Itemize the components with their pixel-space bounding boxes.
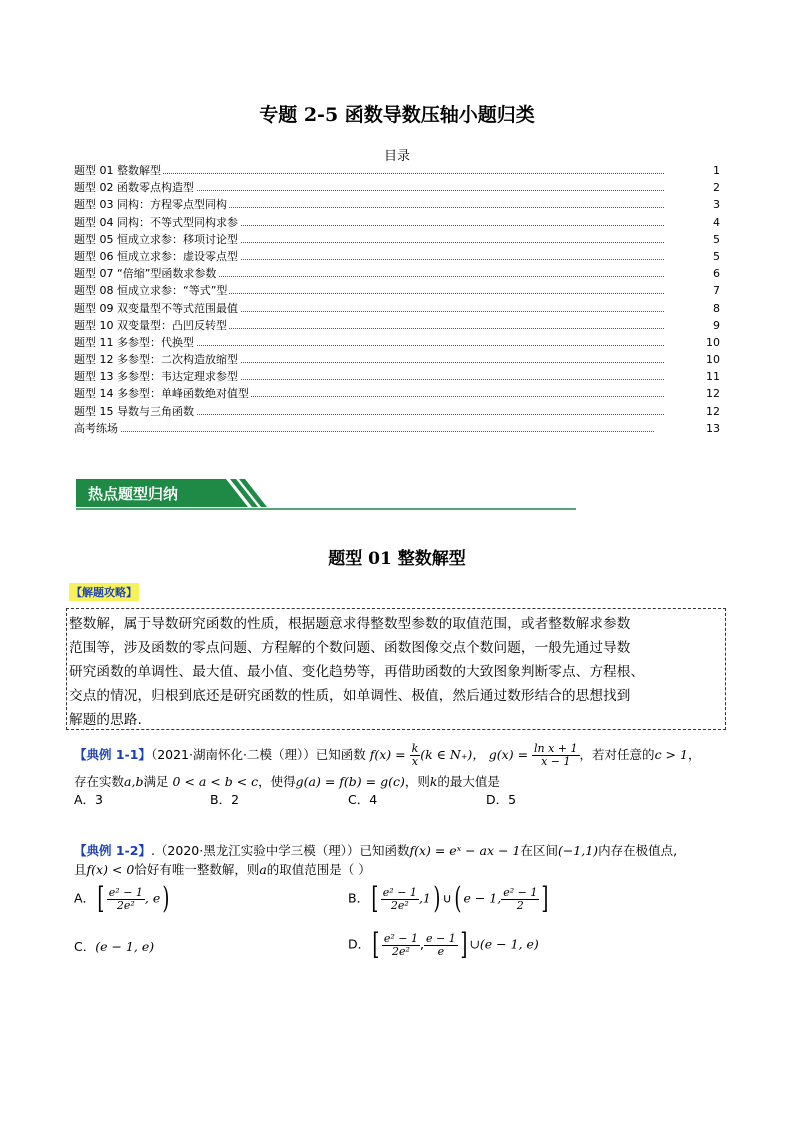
toc-item[interactable] [74, 231, 720, 248]
toc-item[interactable] [74, 214, 720, 231]
bracket: ] [460, 927, 468, 962]
toc-item[interactable] [74, 368, 720, 385]
fraction [532, 743, 580, 768]
table-of-contents [74, 162, 720, 437]
bracket: ) [433, 881, 441, 916]
strategy-tag: 【解题攻略】 [69, 583, 139, 601]
denominator: x − 1 [541, 755, 571, 768]
option-label: B． [348, 890, 370, 906]
toc-item-page: 10 [706, 353, 720, 367]
math-cond: (k ∈ N₊) [420, 747, 473, 762]
toc-item-page: 6 [713, 267, 720, 281]
denominator: 2 [516, 898, 524, 912]
math-c: c > 1 [654, 747, 688, 762]
fraction [424, 933, 458, 958]
toc-item-label: 题型 15 导数与三角函数 [74, 403, 196, 420]
strategy-line: 范围等，涉及函数的零点问题、方程解的个数问题、函数图像交点个数问题，一般先通过导数 [69, 640, 631, 656]
toc-leader-dots [74, 431, 654, 432]
math: f(x) < 0 [86, 862, 135, 877]
text: 存在实数 [74, 774, 125, 789]
text: ，则 [404, 774, 430, 789]
math: f(x) = eˣ − ax − 1 [409, 843, 521, 858]
strategy-line: 交点的情况，归根到底还是研究函数的性质，如单调性、极值，然后通过数形结合的思想找到 [69, 688, 631, 704]
page-title: 专题 2-5 函数导数压轴小题归类 [259, 104, 535, 126]
toc-item-label: 题型 11 多参型：代换型 [74, 334, 196, 351]
toc-item-label: 题型 03 同构：方程零点型同构 [74, 196, 229, 213]
toc-item-label: 题型 07 “倍缩”型函数求参数 [74, 265, 218, 282]
math: (−1,1) [557, 843, 599, 858]
strategy-box [66, 608, 726, 730]
toc-item[interactable] [74, 385, 720, 402]
fraction [410, 743, 421, 768]
fraction [107, 887, 145, 912]
denominator: e [437, 944, 445, 958]
option-a: A．3 [74, 792, 104, 807]
denominator: 2e² [116, 898, 135, 912]
punct: ， [687, 747, 701, 762]
fraction [381, 887, 419, 912]
text: 的最大值是 [437, 774, 500, 789]
toc-item[interactable] [74, 420, 720, 437]
toc-item[interactable] [74, 282, 720, 299]
toc-item-page: 7 [713, 284, 720, 298]
example-1-2-line-1 [74, 841, 677, 861]
example-1-1-line-2 [74, 772, 500, 792]
toc-item[interactable] [74, 300, 720, 317]
toc-item-label: 题型 13 多参型：韦达定理求参型 [74, 368, 240, 385]
bracket: ] [541, 881, 549, 916]
math: (e − 1, e) [95, 939, 155, 954]
numerator: ln x + 1 [534, 742, 578, 755]
example-1-2-line-2 [74, 860, 371, 880]
text: ，使得 [258, 774, 296, 789]
toc-item[interactable] [74, 317, 720, 334]
math-gx: ， g(x) = [472, 747, 529, 762]
example-1-1-line-1 [74, 743, 700, 768]
banner-text: 热点题型归纳 [88, 485, 179, 503]
denominator: 2e² [390, 898, 409, 912]
section-banner [76, 476, 576, 510]
toc-item[interactable] [74, 179, 720, 196]
denominator: 2e² [391, 944, 410, 958]
section-title: 题型 01 整数解型 [328, 549, 466, 569]
fraction [382, 933, 420, 958]
math: 0 < a < b < c [172, 774, 259, 789]
bracket: ) [162, 881, 170, 916]
option-d [348, 927, 539, 962]
option-label: A． [74, 890, 96, 906]
toc-item-label: 题型 08 恒成立求参：“等式”型 [74, 282, 229, 299]
toc-item-page: 1 [713, 164, 720, 177]
toc-item-page: 8 [713, 301, 720, 315]
toc-item[interactable] [74, 162, 720, 179]
math: a [259, 862, 267, 877]
toc-item[interactable] [74, 351, 720, 368]
math: e − 1, [463, 890, 502, 906]
toc-item-page: 5 [713, 232, 720, 246]
toc-item[interactable] [74, 248, 720, 265]
toc-item[interactable] [74, 334, 720, 351]
toc-item-page: 2 [713, 181, 720, 195]
math-fx: f(x) = [369, 747, 406, 762]
toc-heading: 目录 [383, 149, 410, 164]
toc-item-page: 9 [713, 318, 720, 332]
numerator: e − 1 [425, 931, 456, 945]
option-label: D． [348, 936, 371, 952]
text: 在区间 [520, 843, 558, 858]
text: 内存在极值点, [598, 843, 678, 858]
toc-item-label: 题型 09 双变量型不等式范围最值 [74, 300, 240, 317]
strategy-line: 研究函数的单调性、最大值、最小值、变化趋势等，再借助函数的大致图象判断零点、方程根、 [69, 664, 645, 680]
numerator: e² − 1 [108, 885, 143, 899]
fraction [501, 887, 539, 912]
toc-item-page: 5 [713, 249, 720, 263]
math: a,b [124, 774, 144, 789]
denominator: x [411, 755, 418, 768]
bracket: ( [454, 881, 462, 916]
text: ，若对任意的 [579, 747, 655, 762]
toc-item-label: 题型 02 函数零点构造型 [74, 179, 196, 196]
text: 恰好有唯一整数解，则 [134, 862, 260, 877]
option-a [74, 881, 172, 916]
example-source: （2021·湖南怀化·二模（理））已知函数 [150, 747, 366, 762]
text: 的取值范围是（ ） [266, 862, 371, 877]
option-c: C．4 [348, 792, 378, 807]
toc-item-label: 题型 06 恒成立求参：虚设零点型 [74, 248, 240, 265]
math: , e [144, 890, 161, 906]
bracket: [ [97, 881, 105, 916]
bracket: [ [371, 881, 379, 916]
toc-item-label: 题型 05 恒成立求参：移项讨论型 [74, 231, 240, 248]
numerator: k [411, 742, 419, 755]
toc-item[interactable] [74, 403, 720, 420]
toc-item-page: 10 [706, 335, 720, 349]
toc-item-page: 13 [706, 421, 720, 435]
example-tag: 【典例 1-1】 [74, 747, 151, 762]
option-b [348, 881, 551, 916]
math: ,1 [418, 890, 431, 906]
strategy-line: 整数解，属于导数研究函数的性质，根据题意求得整数型参数的取值范围，或者整数解求参数 [69, 616, 631, 632]
toc-item-label: 题型 01 整数解型 [74, 162, 163, 179]
toc-item-page: 12 [706, 387, 720, 401]
option-c [74, 937, 154, 957]
strategy-line: 解题的思路. [69, 712, 142, 728]
toc-item-label: 题型 12 多参型：二次构造放缩型 [74, 351, 240, 368]
option-label: C． [74, 939, 96, 954]
toc-item-page: 4 [713, 215, 720, 229]
toc-item-page: 11 [706, 370, 720, 384]
toc-item-page: 3 [713, 198, 720, 212]
toc-item-label: 题型 14 多参型：单峰函数绝对值型 [74, 385, 251, 402]
example-tag: 【典例 1-2】 [74, 843, 151, 858]
option-d: D．5 [486, 792, 517, 807]
numerator: e² − 1 [503, 885, 538, 899]
comma: , [420, 936, 424, 952]
numerator: e² − 1 [383, 931, 418, 945]
option-b: B．2 [210, 792, 240, 807]
toc-item-label: 题型 04 同构：不等式型同构求参 [74, 214, 240, 231]
bracket: [ [372, 927, 380, 962]
numerator: e² − 1 [382, 885, 417, 899]
toc-item-label: 题型 10 双变量型：凸凹反转型 [74, 317, 229, 334]
toc-item-label: 高考练场 [74, 420, 120, 437]
toc-item[interactable] [74, 265, 720, 282]
math: g(a) = f(b) = g(c) [295, 774, 405, 789]
math: k [429, 774, 438, 789]
example-source: .（2020·黑龙江实验中学三模（理））已知函数 [150, 843, 410, 858]
text: 且 [74, 862, 87, 877]
toc-item[interactable] [74, 196, 720, 213]
math: ∪(e − 1, e) [469, 936, 539, 952]
toc-item-page: 12 [706, 404, 720, 418]
union-symbol: ∪ [442, 890, 452, 906]
text: 满足 [143, 774, 169, 789]
